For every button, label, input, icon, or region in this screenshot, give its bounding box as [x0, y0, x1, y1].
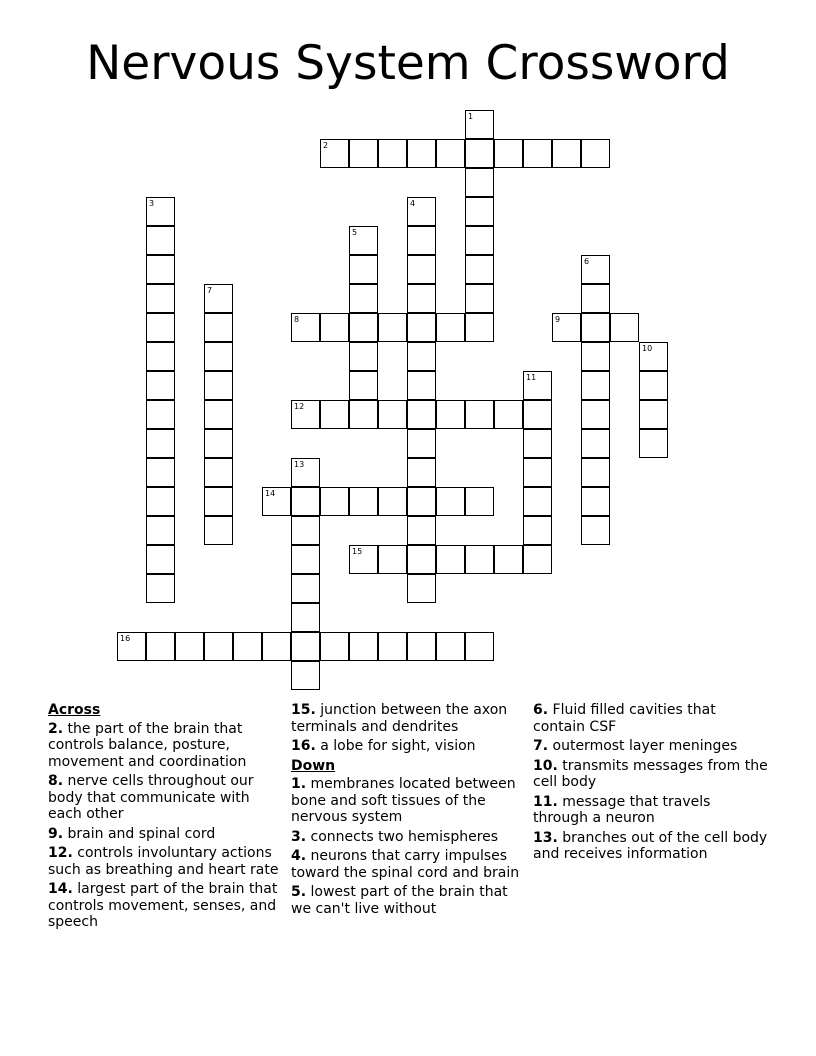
clue-text: message that travels through a neuron — [533, 793, 711, 826]
grid-cell[interactable] — [349, 487, 378, 516]
clue-down-7 — [533, 738, 769, 755]
grid-cell[interactable] — [204, 632, 233, 661]
grid-cell[interactable] — [146, 255, 175, 284]
grid-cell[interactable] — [233, 632, 262, 661]
clue-column-1 — [48, 702, 284, 934]
clue-down-1 — [291, 776, 527, 826]
grid-cell[interactable] — [552, 313, 581, 342]
clue-across-15 — [291, 702, 527, 735]
cell-number: 5 — [352, 228, 358, 237]
clue-number: 13. — [533, 829, 558, 846]
grid-cell[interactable] — [146, 574, 175, 603]
grid-cell[interactable] — [407, 429, 436, 458]
clue-text: lowest part of the brain that we can't live without — [291, 884, 508, 917]
grid-cell[interactable] — [407, 313, 436, 342]
grid-cell[interactable] — [320, 487, 349, 516]
grid-cell[interactable] — [407, 371, 436, 400]
grid-cell[interactable] — [146, 429, 175, 458]
grid-cell[interactable] — [523, 458, 552, 487]
cell-number: 10 — [642, 344, 653, 353]
clue-number: 10. — [533, 757, 558, 774]
grid-cell[interactable] — [146, 226, 175, 255]
grid-cell[interactable] — [407, 284, 436, 313]
puzzle-title: Nervous System Crossword — [86, 36, 730, 91]
grid-cell[interactable] — [407, 632, 436, 661]
grid-cell[interactable] — [320, 139, 349, 168]
grid-cell[interactable] — [465, 110, 494, 139]
grid-cell[interactable] — [175, 632, 204, 661]
grid-cell[interactable] — [581, 371, 610, 400]
grid-cell[interactable] — [378, 139, 407, 168]
clue-number: 4. — [291, 848, 307, 864]
clue-across-16 — [291, 738, 527, 755]
clue-text: largest part of the brain that controls movement, senses, and speech — [48, 881, 278, 930]
grid-cell[interactable] — [523, 545, 552, 574]
grid-cell[interactable] — [581, 429, 610, 458]
grid-cell[interactable] — [581, 139, 610, 168]
grid-cell[interactable] — [523, 371, 552, 400]
grid-cell[interactable] — [349, 139, 378, 168]
grid-cell[interactable] — [581, 516, 610, 545]
grid-cell[interactable] — [291, 603, 320, 632]
clue-number: 9. — [48, 825, 64, 842]
grid-cell[interactable] — [552, 139, 581, 168]
grid-cell[interactable] — [204, 313, 233, 342]
clue-number: 16. — [291, 738, 316, 754]
grid-cell[interactable] — [204, 458, 233, 487]
grid-cell[interactable] — [378, 487, 407, 516]
grid-cell[interactable] — [465, 284, 494, 313]
cell-number: 14 — [265, 489, 276, 498]
cell-number: 6 — [584, 257, 590, 266]
grid-cell[interactable] — [581, 458, 610, 487]
grid-cell[interactable] — [465, 168, 494, 197]
clue-text: a lobe for sight, vision — [315, 738, 476, 754]
grid-cell[interactable] — [465, 197, 494, 226]
grid-cell[interactable] — [320, 632, 349, 661]
clue-text: junction between the axon terminals and dendrites — [291, 702, 508, 735]
grid-cell[interactable] — [581, 255, 610, 284]
grid-cell[interactable] — [407, 516, 436, 545]
grid-cell[interactable] — [291, 458, 320, 487]
clue-number: 14. — [48, 881, 73, 897]
down-heading: Down — [291, 757, 336, 774]
clue-number: 11. — [533, 793, 558, 810]
clue-across-8 — [48, 773, 284, 823]
grid-cell[interactable] — [146, 400, 175, 429]
grid-cell[interactable] — [146, 371, 175, 400]
clue-down-3 — [291, 829, 527, 846]
grid-cell[interactable] — [378, 632, 407, 661]
grid-cell[interactable] — [523, 487, 552, 516]
grid-cell[interactable] — [378, 545, 407, 574]
clue-across-9 — [48, 826, 284, 843]
grid-cell[interactable] — [639, 429, 668, 458]
grid-cell[interactable] — [436, 139, 465, 168]
grid-cell[interactable] — [320, 313, 349, 342]
grid-cell[interactable] — [407, 574, 436, 603]
clue-column-3 — [533, 702, 769, 866]
clue-number: 7. — [533, 738, 549, 754]
clue-number: 12. — [48, 845, 73, 861]
grid-cell[interactable] — [291, 661, 320, 690]
clue-text: branches out of the cell body and receives information — [533, 829, 768, 862]
grid-cell[interactable] — [465, 139, 494, 168]
cell-number: 12 — [294, 402, 305, 411]
clue-down-13 — [533, 830, 769, 863]
cell-number: 3 — [149, 199, 155, 208]
grid-cell[interactable] — [146, 632, 175, 661]
grid-cell[interactable] — [581, 487, 610, 516]
grid-cell[interactable] — [378, 313, 407, 342]
clue-text: Fluid filled cavities that contain CSF — [533, 702, 716, 735]
clue-text: controls involuntary actions such as breathing and heart rate — [48, 845, 279, 878]
grid-cell[interactable] — [639, 400, 668, 429]
grid-cell[interactable] — [146, 313, 175, 342]
grid-cell[interactable] — [581, 284, 610, 313]
grid-cell[interactable] — [146, 458, 175, 487]
grid-cell[interactable] — [146, 197, 175, 226]
grid-cell[interactable] — [349, 255, 378, 284]
grid-cell[interactable] — [146, 284, 175, 313]
clue-text: brain and spinal cord — [63, 825, 216, 842]
grid-cell[interactable] — [639, 342, 668, 371]
clue-text: nerve cells throughout our body that communicate with each other — [48, 773, 254, 822]
grid-cell[interactable] — [204, 429, 233, 458]
grid-cell[interactable] — [523, 516, 552, 545]
clue-text: connects two hemispheres — [306, 828, 499, 845]
clue-text: outermost layer meninges — [548, 738, 738, 754]
clue-number: 5. — [291, 884, 307, 900]
cell-number: 9 — [555, 315, 561, 324]
grid-cell[interactable] — [204, 487, 233, 516]
grid-cell[interactable] — [291, 400, 320, 429]
clue-text: transmits messages from the cell body — [533, 757, 768, 790]
grid-cell[interactable] — [436, 545, 465, 574]
clue-down-5 — [291, 884, 527, 917]
grid-cell[interactable] — [349, 284, 378, 313]
grid-cell[interactable] — [291, 545, 320, 574]
grid-cell[interactable] — [320, 400, 349, 429]
clue-text: membranes located between bone and soft tissues of the nervous system — [291, 776, 516, 825]
grid-cell[interactable] — [349, 371, 378, 400]
grid-cell[interactable] — [639, 371, 668, 400]
grid-cell[interactable] — [436, 400, 465, 429]
clue-number: 15. — [291, 702, 316, 718]
grid-cell[interactable] — [262, 632, 291, 661]
grid-cell[interactable] — [262, 487, 291, 516]
grid-cell[interactable] — [291, 487, 320, 516]
cell-number: 11 — [526, 373, 537, 382]
grid-cell[interactable] — [349, 545, 378, 574]
grid-cell[interactable] — [204, 342, 233, 371]
grid-cell[interactable] — [291, 313, 320, 342]
grid-cell[interactable] — [523, 400, 552, 429]
cell-number: 16 — [120, 634, 131, 643]
clue-across-2 — [48, 721, 284, 771]
grid-cell[interactable] — [349, 632, 378, 661]
grid-cell[interactable] — [494, 545, 523, 574]
grid-cell[interactable] — [291, 516, 320, 545]
clue-text: neurons that carry impulses toward the spinal cord and brain — [291, 848, 520, 881]
grid-cell[interactable] — [291, 632, 320, 661]
cell-number: 7 — [207, 286, 213, 295]
grid-cell[interactable] — [465, 632, 494, 661]
grid-cell[interactable] — [523, 139, 552, 168]
grid-cell[interactable] — [146, 545, 175, 574]
grid-cell[interactable] — [407, 342, 436, 371]
cell-number: 15 — [352, 547, 363, 556]
grid-cell[interactable] — [436, 487, 465, 516]
grid-cell[interactable] — [349, 400, 378, 429]
clue-across-14 — [48, 881, 284, 931]
grid-cell[interactable] — [465, 313, 494, 342]
grid-cell[interactable] — [465, 400, 494, 429]
grid-cell[interactable] — [436, 313, 465, 342]
clue-number: 1. — [291, 776, 307, 792]
grid-cell[interactable] — [581, 313, 610, 342]
clue-column-2 — [291, 702, 527, 920]
grid-cell[interactable] — [465, 487, 494, 516]
cell-number: 13 — [294, 460, 305, 469]
clue-down-6 — [533, 702, 769, 735]
grid-cell[interactable] — [349, 313, 378, 342]
grid-cell[interactable] — [407, 487, 436, 516]
grid-cell[interactable] — [407, 139, 436, 168]
grid-cell[interactable] — [146, 516, 175, 545]
grid-cell[interactable] — [407, 197, 436, 226]
grid-cell[interactable] — [407, 458, 436, 487]
grid-cell[interactable] — [349, 342, 378, 371]
grid-cell[interactable] — [407, 545, 436, 574]
clue-across-12 — [48, 845, 284, 878]
clue-text: the part of the brain that controls balance, posture, movement and coordination — [48, 720, 247, 770]
cell-number: 8 — [294, 315, 300, 324]
grid-cell[interactable] — [436, 632, 465, 661]
grid-cell[interactable] — [494, 139, 523, 168]
grid-cell[interactable] — [204, 371, 233, 400]
clue-number: 6. — [533, 702, 549, 718]
grid-cell[interactable] — [494, 400, 523, 429]
across-heading: Across — [48, 702, 101, 718]
grid-cell[interactable] — [465, 545, 494, 574]
grid-cell[interactable] — [407, 255, 436, 284]
grid-cell[interactable] — [465, 255, 494, 284]
grid-cell[interactable] — [581, 342, 610, 371]
clue-down-4 — [291, 848, 527, 881]
cell-number: 1 — [468, 112, 474, 121]
clue-number: 8. — [48, 773, 64, 789]
grid-cell[interactable] — [407, 400, 436, 429]
grid-cell[interactable] — [378, 400, 407, 429]
grid-cell[interactable] — [407, 226, 436, 255]
grid-cell[interactable] — [204, 400, 233, 429]
cell-number: 2 — [323, 141, 329, 150]
grid-cell[interactable] — [146, 487, 175, 516]
grid-cell[interactable] — [204, 516, 233, 545]
grid-cell[interactable] — [146, 342, 175, 371]
grid-cell[interactable] — [204, 284, 233, 313]
grid-cell[interactable] — [117, 632, 146, 661]
clue-number: 2. — [48, 720, 64, 737]
grid-cell[interactable] — [581, 400, 610, 429]
grid-cell[interactable] — [610, 313, 639, 342]
clue-down-11 — [533, 794, 769, 827]
grid-cell[interactable] — [465, 226, 494, 255]
cell-number: 4 — [410, 199, 416, 208]
grid-cell[interactable] — [291, 574, 320, 603]
grid-cell[interactable] — [349, 226, 378, 255]
clue-down-10 — [533, 758, 769, 791]
grid-cell[interactable] — [523, 429, 552, 458]
clue-number: 3. — [291, 828, 307, 845]
